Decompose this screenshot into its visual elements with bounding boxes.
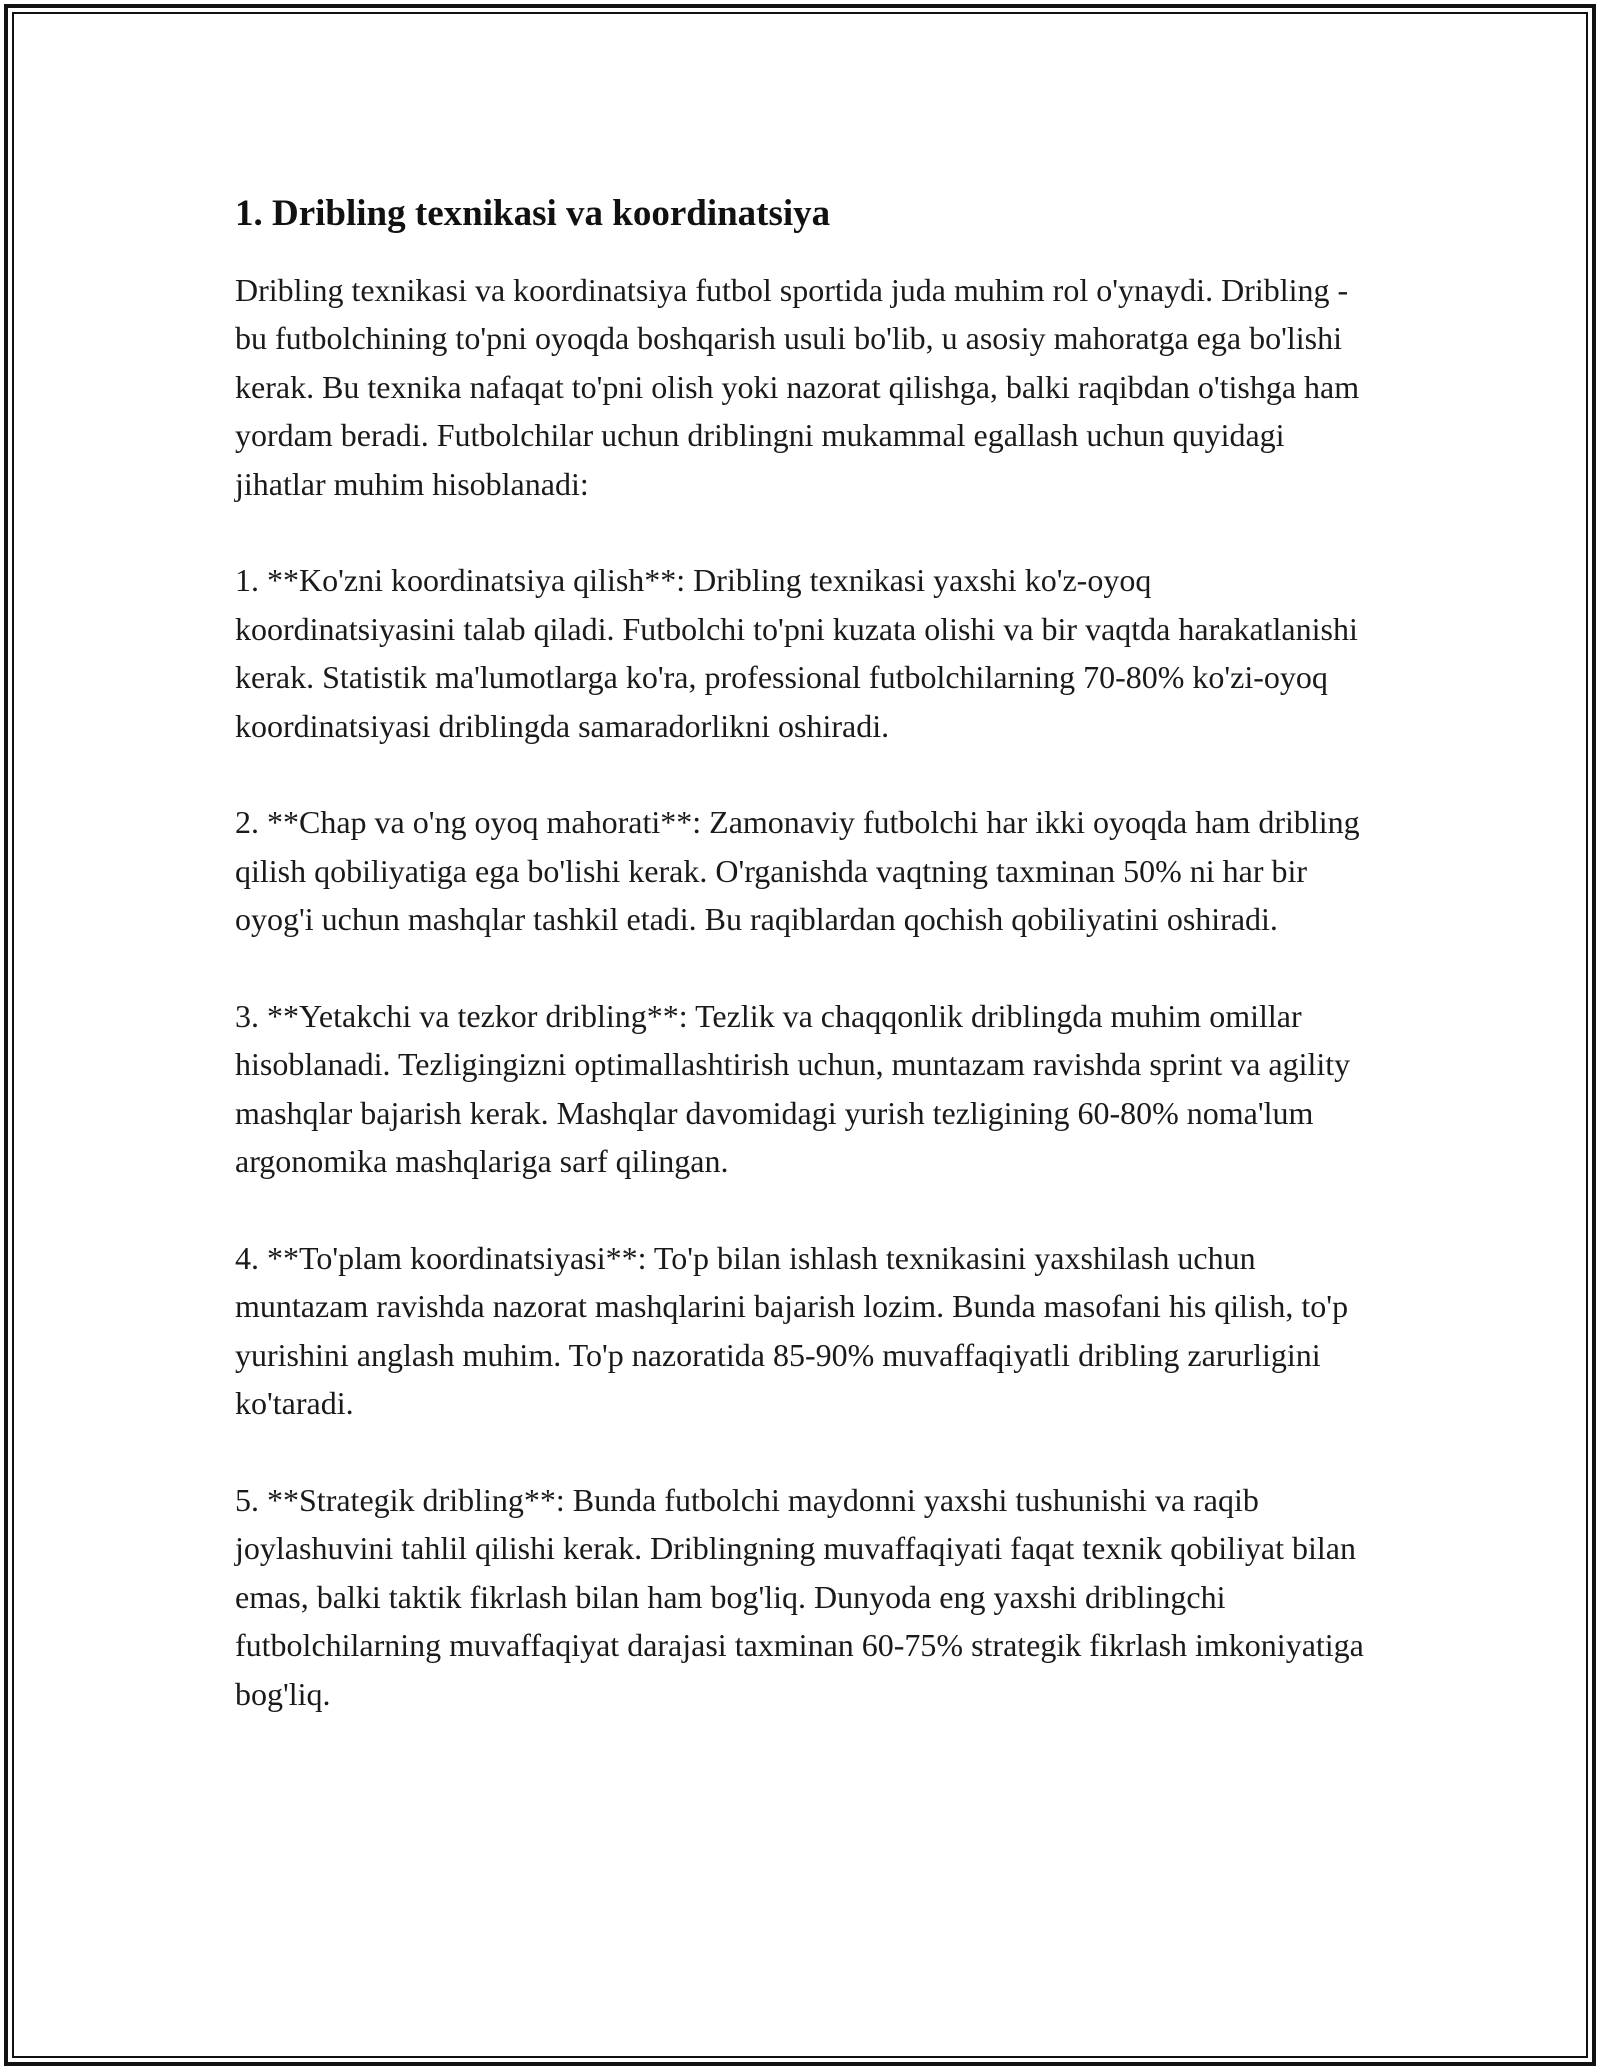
list-item-ball-coordination: 4. **To'plam koordinatsiyasi**: To'p bilan ishlash texnikasini yaxshilash uchun muntazam ravishda nazorat mashqlarini bajarish lozim. Bunda masofani his qilish, to'p yurishini anglash muhim. To'p nazoratida 85-90% muvaffaqiyatli dribling zarurligini ko'taradi. [235,1240,1349,1422]
list-item-left-right-foot: 2. **Chap va o'ng oyoq mahorati**: Zamonaviy futbolchi har ikki oyoqda ham dribling qilish qobiliyatiga ega bo'lishi kerak. O'rganishda vaqtning taxminan 50% ni har bir oyog'i uchun mashqlar tashkil etadi. Bu raqiblardan qochish qobiliyatini oshiradi. [235,804,1360,938]
document-body [235,188,1375,1718]
list-item-strategic-dribbling: 5. **Strategik dribling**: Bunda futbolchi maydonni yaxshi tushunishi va raqib joylashuvini tahlil qilishi kerak. Driblingning muvaffaqiyati faqat texnik qobiliyat bilan emas, balki taktik fikrlash bilan ham bog'liq. Dunyoda eng yaxshi driblingchi futbolchilarning muvaffaqiyat darajasi taxminan 60-75% strategik fikrlash imkoniyatiga bog'liq. [235,1482,1364,1712]
intro-paragraph: Dribling texnikasi va koordinatsiya futbol sportida juda muhim rol o'ynaydi. Dribling - bu futbolchining to'pni oyoqda boshqarish usuli bo'lib, u asosiy mahoratga ega bo'lishi kerak. Bu texnika nafaqat to'pni olish yoki nazorat qilishga, balki raqibdan o'tishga ham yordam beradi. Futbolchilar uchun driblingni mukammal egallash uchun quyidagi jihatlar muhim hisoblanadi: [235,272,1360,502]
list-item-fast-dribbling: 3. **Yetakchi va tezkor dribling**: Tezlik va chaqqonlik driblingda muhim omillar hisoblanadi. Tezligingizni optimallashtirish uchun, muntazam ravishda sprint va agility mashqlar bajarish kerak. Mashqlar davomidagi yurish tezligining 60-80% noma'lum argonomika mashqlariga sarf qilingan. [235,998,1351,1180]
section-title: 1. Dribling texnikasi va koordinatsiya [235,193,831,234]
list-item-eye-coordination: 1. **Ko'zni koordinatsiya qilish**: Dribling texnikasi yaxshi ko'z-oyoq koordinatsiyasini talab qiladi. Futbolchi to'pni kuzata olishi va bir vaqtda harakatlanishi kerak. Statistik ma'lumotlarga ko'ra, professional futbolchilarning 70-80% ko'zi-oyoq koordinatsiyasi driblingda samaradorlikni oshiradi. [235,562,1358,744]
